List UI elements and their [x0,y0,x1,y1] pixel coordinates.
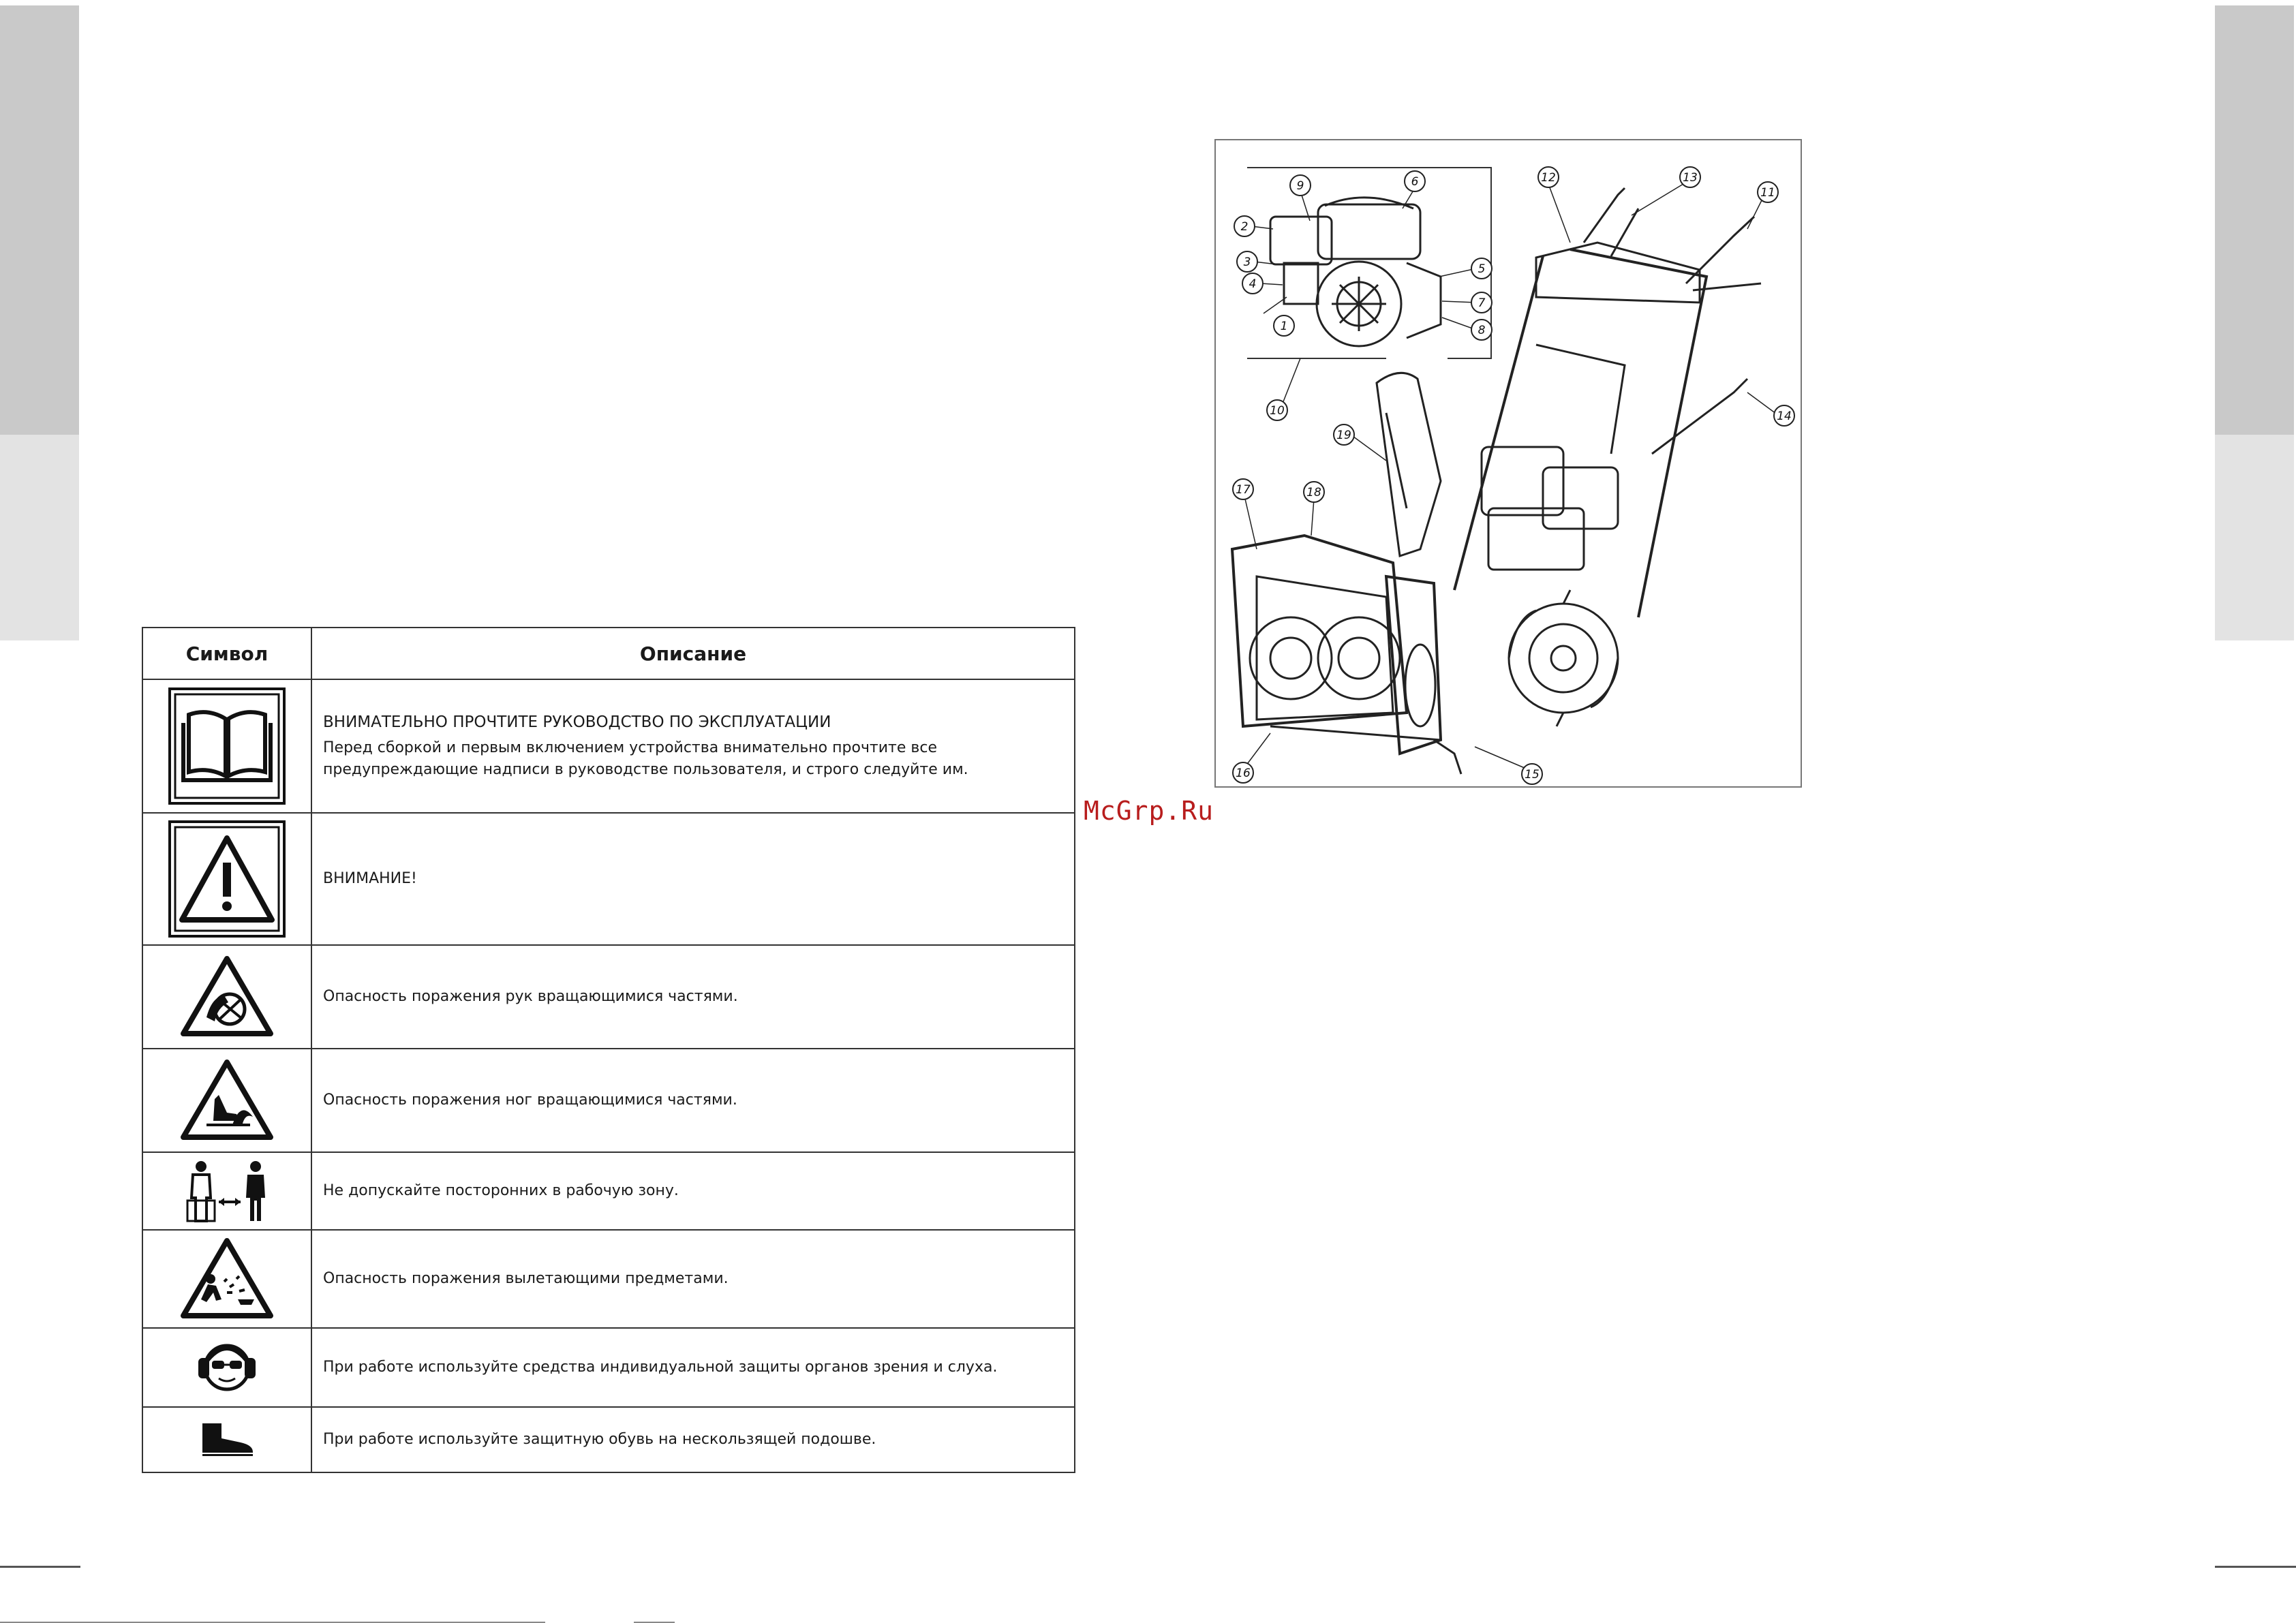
eye-ear-protection-icon [196,1336,258,1399]
symbols-table [142,627,1075,1473]
snow-blower-diagram [1214,139,1802,788]
row-text: ВНИМАНИЕ! [311,813,1075,945]
callout-label: 6 [1411,175,1419,189]
header-description: Описание [311,628,1075,679]
row-text: Опасность поражения ног вращающимися частями. [311,1049,1075,1152]
row-text: Не допускайте посторонних в рабочую зону. [311,1152,1075,1230]
snow-blower-illustration [1216,140,1801,786]
row-text: При работе используйте средства индивидуальной защиты органов зрения и слуха. [311,1328,1075,1407]
table-row [142,945,1075,1049]
callout-label: 14 [1777,409,1792,423]
table-row [142,679,1075,813]
table-row [142,1152,1075,1230]
callout-label: 12 [1541,171,1556,185]
flying-objects-icon [179,1237,275,1321]
callout-label: 8 [1478,324,1486,337]
callout-label: 18 [1306,486,1321,499]
table-row [142,1328,1075,1407]
footer-line-right [2215,1566,2296,1568]
keep-bystanders-away-icon [183,1160,271,1222]
manual-book-icon [168,687,286,805]
right-side-tab-top [2215,5,2294,435]
warning-exclamation-icon [168,820,286,938]
foot-rotating-parts-icon [179,1058,275,1143]
callout-label: 1 [1280,320,1288,333]
callout-label: 4 [1249,277,1257,291]
callout-label: 7 [1478,296,1486,310]
table-row [142,1230,1075,1328]
row-text: Перед сборкой и первым включением устройства внимательно прочтите все предупреждающие надписи в руководстве пользователя, и строго следуйте им. [323,739,968,778]
footer-line-left [0,1566,80,1568]
callout-label: 2 [1240,220,1249,234]
callout-label: 9 [1296,179,1304,193]
callout-label: 17 [1236,483,1251,497]
watermark: McGrp.Ru [1084,796,1214,826]
left-side-tab-bottom [0,435,79,640]
callout-label: 13 [1683,171,1698,185]
callout-label: 11 [1760,186,1775,200]
callout-label: 10 [1270,404,1285,418]
row-text: Опасность поражения рук вращающимися частями. [311,945,1075,1049]
callout-label: 15 [1525,768,1540,782]
callout-label: 5 [1478,262,1486,276]
hand-rotating-parts-icon [179,955,275,1039]
row-text: Опасность поражения вылетающими предметами. [311,1230,1075,1328]
callout-label: 19 [1336,429,1351,442]
header-symbol: Символ [142,628,311,679]
left-side-tab-top [0,5,79,435]
safety-boot-icon [198,1421,256,1459]
table-row [142,1049,1075,1152]
table-row [142,813,1075,945]
right-side-tab-bottom [2215,435,2294,640]
row-text: При работе используйте защитную обувь на нескользящей подошве. [311,1407,1075,1472]
table-row [142,1407,1075,1472]
row-title: ВНИМАТЕЛЬНО ПРОЧТИТЕ РУКОВОДСТВО ПО ЭКСПЛУАТАЦИИ [323,713,831,731]
callout-label: 3 [1243,256,1251,269]
callout-label: 16 [1236,767,1251,780]
